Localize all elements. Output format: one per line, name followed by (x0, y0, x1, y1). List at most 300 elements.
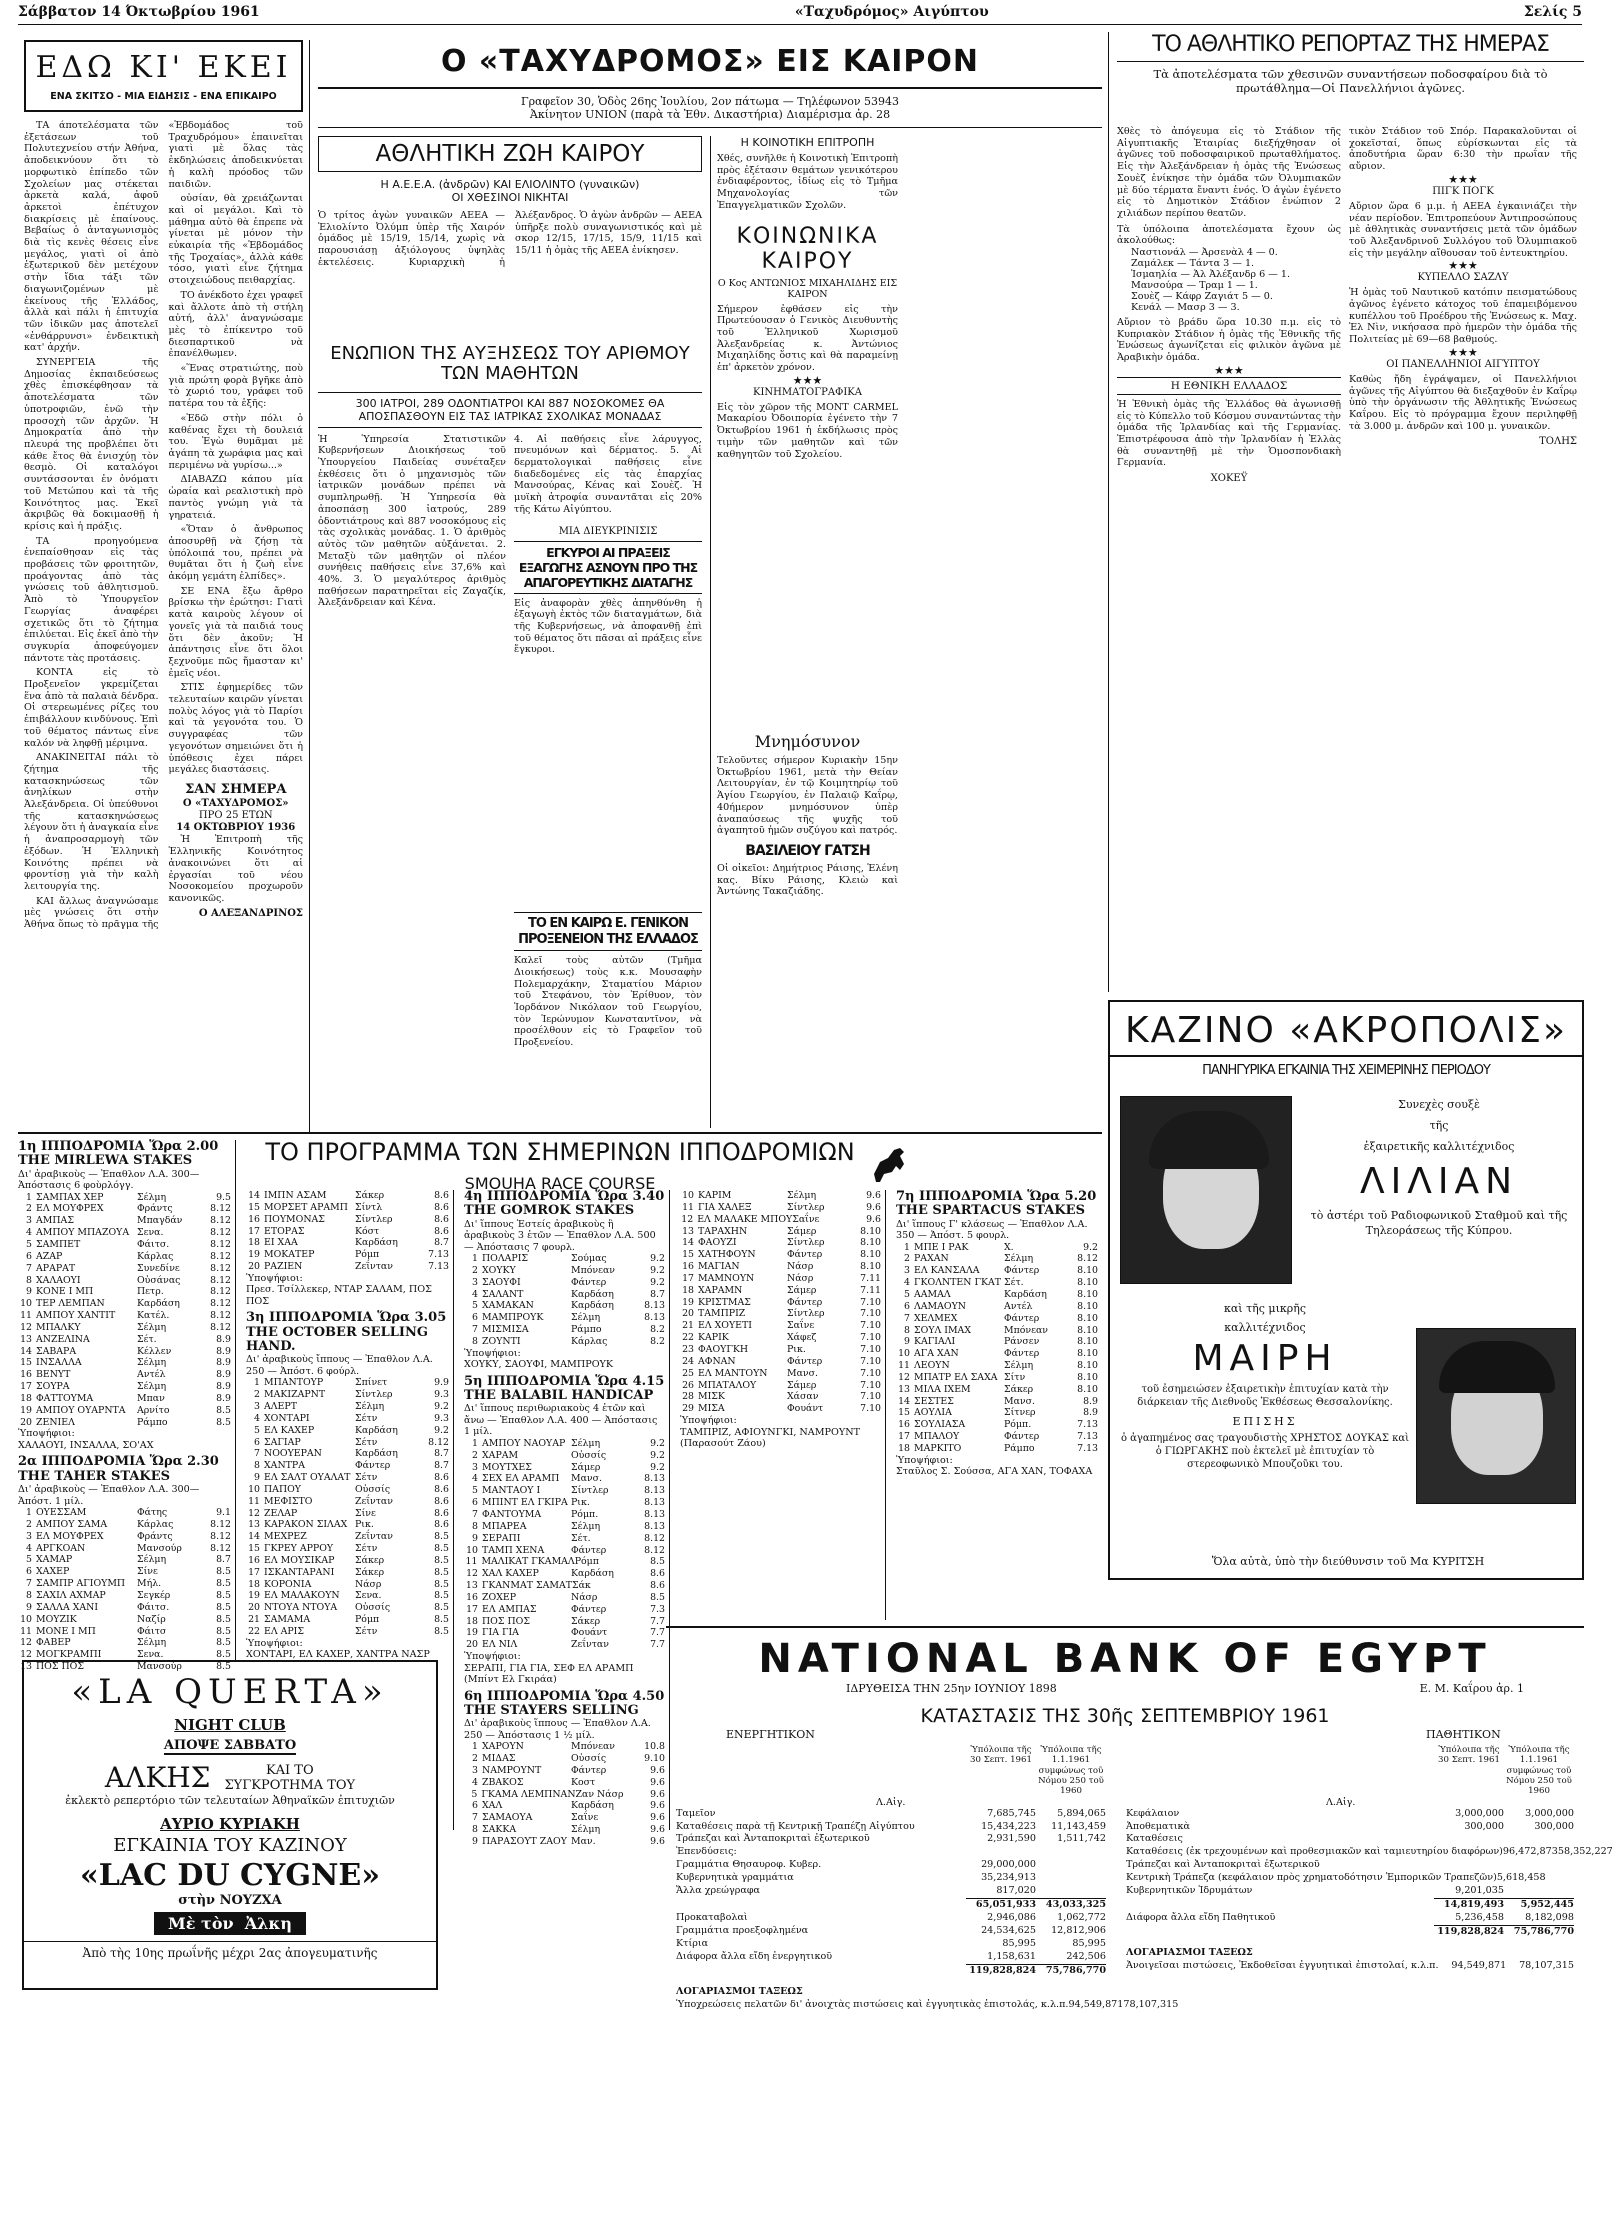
runner-row (464, 1324, 665, 1336)
runner-number: 19 (466, 1627, 478, 1639)
weight: 9.6 (650, 1824, 665, 1836)
national-text: Ἡ Ἐθνικὴ ὁμὰς τῆς Ἑλλάδος θὰ ἀγωνισθῇ εἰς τὸ Κύπελλο τοῦ Κόσμου συναντώντας τὴν ὁμάδα τῆς Ἰρλανδίας καὶ τῆς Γερμανίας. Ἐπιστρέφουσα ἀπὸ τὴν Ἰρλανδίαν ἡ Ἑλλὰς θὰ συναντηθῇ μὲ τὴν Ὁμοσπονδιακὴ Γερμανία. (1117, 398, 1341, 469)
la-querta-ad (22, 1660, 438, 1990)
race-conditions: Δι' ἵππους Γ' κλάσεως — Ἐπαθλον Λ.Α. 350 — Ἀπόστ. 5 φουρλ. (896, 1218, 1088, 1242)
bank-value-1961: 1,158,631 (987, 1950, 1036, 1962)
jockey-name: Μπαν (137, 1392, 165, 1404)
runner-row (464, 1765, 665, 1777)
weight: 8.5 (216, 1578, 231, 1590)
weight: 8.10 (860, 1249, 881, 1261)
weight: 8.5 (434, 1566, 449, 1578)
weight: 8.12 (210, 1203, 231, 1215)
weight: 8.6 (434, 1213, 449, 1225)
runner-row (246, 1626, 449, 1638)
runner-number: 13 (248, 1519, 260, 1531)
weight: 8.13 (644, 1520, 665, 1532)
jockey-name: Χ. (1004, 1241, 1014, 1253)
paragraph: «Ἐδῶ στὴν πόλι ὁ καθένας ἔχει τὴ δουλειά του. Ἐγὼ θυμᾶμαι μὲ ἀγάπη τὰ χωράφια μας καὶ περιμένω νὰ γυρίσω...» (168, 412, 303, 471)
horse-name: ΣΟΥΛ ΙΜΑΧ (914, 1324, 972, 1336)
cinema-text: Εἰς τὸν χῶρον τῆς MONT CARMEL Μακαρίου Ὀδοιπορία ἐγένετο τὴν 7 Ὀκτωβρίου 1961 ἡ ἐκδήλωσις πρὸς τιμὴν τῶν μαθητῶν καὶ τῶν καθηγητῶν τοῦ Σχολείου. (717, 401, 898, 460)
race-block (246, 1311, 449, 1660)
weight: 8.12 (210, 1238, 231, 1250)
runner-number: 13 (20, 1661, 32, 1673)
jockey-name: Κάρλας (137, 1518, 174, 1530)
jockey-name: Οὐσσίς (355, 1602, 391, 1614)
edo-ki-ekei-title: ΕΔΩ ΚΙ' ΕΚΕΙ (35, 50, 292, 85)
querta-artist: ΑΛΚΗΣ (104, 1761, 211, 1794)
runner-row (246, 1401, 449, 1413)
horse-name: ΧΑΛΑΟΥΙ (36, 1274, 81, 1286)
jockey-name: Φάντερ (571, 1764, 607, 1776)
weight: 8.5 (434, 1578, 449, 1590)
bank-value-1961: 119,828,824 (966, 1964, 1036, 1978)
weight: 9.2 (434, 1400, 449, 1412)
casino-line-1: Συνεχὲς σουξὲ (1398, 1098, 1480, 1111)
runner-number: 3 (472, 1461, 478, 1473)
jockey-name: Σάμερ (787, 1379, 817, 1391)
runner-number: 4 (254, 1412, 260, 1424)
jockey-name: Οὐσσίς (355, 1483, 391, 1495)
weight: 7.10 (860, 1355, 881, 1367)
jockey-name: Καρδάση (571, 1800, 614, 1812)
bank-row (1126, 1912, 1574, 1925)
weight: 7.3 (650, 1603, 665, 1615)
cup-text: Ἡ ὁμὰς τοῦ Ναυτικοῦ κατόπιν πεισματώδους ἀγῶνος ἐγένετο κάτοχος τοῦ ἐπαμειβόμενου κυπέλλου τοῦ Προέδρου τῆς Ἑνώσεως κ. Μαχ. Ἐλ Νὶν, νικήσασα πρὸ ἡμερῶν τὴν ὁμάδα τῆς Πολιτείας μὲ 69—68 βαθμούς. (1349, 287, 1577, 346)
jockey-name: Σίντλερ (355, 1213, 393, 1225)
weight: 8.5 (434, 1531, 449, 1543)
weight: 8.6 (650, 1580, 665, 1592)
cairo-sport-title: ΑΘΛΗΤΙΚΗ ΖΩΗ ΚΑΙΡΟΥ (318, 136, 702, 172)
runner-row (464, 1812, 665, 1824)
casino-photo-2 (1416, 1328, 1576, 1504)
horse-name: ΜΑΛΙΚΑΤ ΓΚΑΜΑΛ (481, 1556, 575, 1568)
consulate-title: ΤΟ ΕΝ ΚΑΙΡΩ Ε. ΓΕΝΙΚΟΝ ΠΡΟΞΕΝΕΙΟΝ ΤΗΣ ΕΛΛΑΔΟΣ (514, 912, 702, 951)
jockey-name: Ρόμπ (574, 1556, 599, 1568)
casino-star-1: ΛΙΛΙΑΝ (1359, 1161, 1519, 1202)
horse-name: ΜΟΚΑΤΕΡ (264, 1249, 315, 1261)
bank-row (676, 1846, 1106, 1859)
runner-number: 17 (466, 1603, 478, 1615)
edo-ki-ekei-header (24, 40, 303, 112)
runner-row (246, 1202, 449, 1214)
runner-row (246, 1425, 449, 1437)
runner-number: 7 (472, 1812, 478, 1824)
casino-also-text: ὁ ἀγαπημένος σας τραγουδιστὴς ΧΡΗΣΤΟΣ ΔΟΥΚΑΣ καὶ ὁ ΓΙΩΡΓΑΚΗΣ ποὺ ἐκτελεῖ μὲ ἐπιτυχίαν τὸ στερεοφωνικὸ Μπουζοῦκι του. (1120, 1433, 1410, 1470)
jockey-name: Φάντερ (787, 1355, 823, 1367)
jockey-name: Σέλμη (137, 1191, 167, 1203)
runner-row (18, 1566, 231, 1578)
runner-row (680, 1297, 881, 1309)
weight: 8.10 (1077, 1288, 1098, 1300)
runner-number: 18 (682, 1284, 694, 1296)
horse-name: ΧΑΛ (482, 1800, 503, 1812)
runner-row (18, 1602, 231, 1614)
jockey-name: Σίντλερ (787, 1237, 825, 1249)
runner-row (464, 1265, 665, 1277)
jockey-name: Νάσρ (787, 1261, 814, 1273)
race-block (464, 1375, 665, 1686)
runner-row (246, 1519, 449, 1531)
runner-row (18, 1614, 231, 1626)
runner-number: 11 (20, 1625, 32, 1637)
weight: 8.6 (434, 1190, 449, 1201)
bank-value-1961: 9,201,035 (1455, 1885, 1504, 1897)
jockey-name: Σάκερ (1004, 1383, 1034, 1395)
weight: 9.2 (650, 1264, 665, 1276)
runner-number: 5 (26, 1554, 32, 1566)
runner-number: 4 (472, 1288, 478, 1300)
race-title: 6η ΙΠΠΟΔΡΟΜΙΑ Ὥρα 4.50 THE STAYERS SELLING (464, 1688, 665, 1718)
jockey-name: Μπόνεαν (571, 1741, 615, 1753)
bank-item-label: Κυβερνητικὰ γραμμάτια (676, 1872, 794, 1884)
masthead-page: Σελίς 5 (1523, 4, 1582, 20)
runner-number: 5 (904, 1288, 910, 1300)
bank-statement: ΚΑΤΑΣΤΑΣΙΣ ΤΗΣ 30ῆς ΣΕΠΤΕΜΒΡΙΟΥ 1961 (920, 1705, 1330, 1727)
weight: 8.5 (216, 1613, 231, 1625)
jockey-name: Μήλ. (137, 1578, 162, 1590)
bank-item-label: Διάφορα ἄλλα εἴδη Παθητικοῦ (1126, 1912, 1276, 1924)
horse-name: ΣΟΥΡΑ (36, 1381, 70, 1393)
bank-row (676, 1872, 1106, 1885)
favourites-label: Ὑποψήφιοι: (680, 1415, 737, 1427)
runner-row (246, 1590, 449, 1602)
column-signature: Ο ΑΛΕΞΑΝΔΡΙΝΟΣ (198, 907, 303, 919)
runner-row (464, 1545, 665, 1557)
weight: 8.10 (1077, 1336, 1098, 1348)
bank-row (676, 1925, 1106, 1938)
bank-name: NATIONAL BANK OF EGYPT (758, 1636, 1492, 1682)
horse-name: ΤΕΡ ΛΕΜΠΑΝ (36, 1298, 105, 1310)
memorial-text: Τελοῦντες σήμερον Κυριακὴν 15ην Ὀκτωβρίου 1961, μετὰ τὴν Θείαν Λειτουργίαν, ἐν τῷ Κοιμητηρίῳ τοῦ Ἁγίου Γεωργίου, ἐν Παλαιῷ Καΐρῳ, 40ήμερον μνημόσυνον ὑπὲρ ἀναπαύσεως τῆς ψυχῆς τοῦ ἀγαπητοῦ ἡμῶν συζύγου καὶ πατρός. (717, 755, 898, 837)
runner-number: 5 (254, 1424, 260, 1436)
bank-value-1960: 75,786,770 (1036, 1964, 1106, 1978)
weight: 8.9 (216, 1381, 231, 1393)
weight: 8.7 (434, 1237, 449, 1249)
runner-row (464, 1497, 665, 1509)
horse-name: ΜΠΑΤΑΛΟΥ (698, 1379, 757, 1391)
weight: 9.6 (650, 1835, 665, 1847)
querta-venue: «LAC DU CYGNE» (79, 1858, 380, 1893)
weight: 8.7 (434, 1448, 449, 1460)
bank-item-label: Καταθέσεις (1126, 1833, 1183, 1845)
jockey-name: Κέλλεν (137, 1345, 172, 1357)
runner-number: 8 (26, 1274, 32, 1286)
jockey-name: Σούμας (571, 1253, 607, 1265)
jockey-name: Σέτ. (1004, 1277, 1024, 1289)
bank-row (676, 1808, 1106, 1821)
runner-number: 9 (26, 1601, 32, 1613)
cairo-section (318, 32, 1102, 1128)
horse-name: ΜΑΡΚΙΤΟ (914, 1442, 962, 1454)
runner-row (680, 1237, 881, 1249)
jockey-name: Σέλμη (355, 1400, 385, 1412)
runner-row (464, 1777, 665, 1789)
runner-number: 7 (904, 1312, 910, 1324)
jockey-name: Καρδάση (137, 1298, 180, 1310)
runner-row (18, 1334, 231, 1346)
runner-row (18, 1357, 231, 1369)
runner-row (464, 1639, 665, 1651)
race-course: SMOUHA RACE COURSE (464, 1174, 656, 1193)
weight: 8.10 (860, 1261, 881, 1273)
runner-number: 19 (248, 1249, 260, 1261)
bank-value-1960 (1504, 1885, 1574, 1898)
jockey-name: Σίντλερ (787, 1201, 825, 1213)
bank-value-1960 (1504, 1859, 1574, 1872)
runner-number: 15 (898, 1407, 910, 1419)
weight: 9.6 (650, 1812, 665, 1824)
horse-name: ΣΑΒΑΡΑ (36, 1345, 77, 1357)
runner-number: 16 (248, 1213, 260, 1225)
horse-name: ΣΟΥΛΙΑΣΑ (914, 1419, 966, 1431)
weight: 8.6 (434, 1225, 449, 1237)
bank-founded: ΙΔΡΥΘΕΙΣΑ ΤΗΝ 25ην ΙΟΥΝΙΟΥ 1898 (846, 1682, 1057, 1695)
runner-number: 15 (248, 1543, 260, 1555)
jockey-name: Ράνσεν (1004, 1336, 1040, 1348)
weight: 9.3 (434, 1412, 449, 1424)
runner-number: 17 (20, 1381, 32, 1393)
bank-value-1961: 94,549,871 (1451, 1959, 1507, 1971)
cairo-sport-sub2: ΟΙ ΧΘΕΣΙΝΟΙ ΝΙΚΗΤΑΙ (451, 191, 569, 204)
jockey-name: Σέλμη (137, 1357, 167, 1369)
runner-number: 11 (465, 1556, 478, 1568)
score-line: Μανσούρα — Τραμ 1 — 1. (1131, 280, 1258, 292)
bank-item-label: Τράπεζαι καὶ Ἀνταποκριταὶ ἐξωτερικοῦ (1126, 1859, 1320, 1871)
bank-value-1960: 1,511,742 (1057, 1833, 1106, 1845)
casino-line-3: ἐξαιρετικῆς καλλιτέχνιδος (1363, 1140, 1515, 1153)
weight: 7.13 (1077, 1442, 1098, 1454)
jockey-name: Σέτν (355, 1436, 378, 1448)
querta-group: ΣΥΓΚΡΟΤΗΜΑ ΤΟΥ (224, 1777, 356, 1793)
weight: 7.11 (860, 1284, 881, 1296)
horse-name: ΠΟΥΜΟΝΑΣ (264, 1213, 325, 1225)
jockey-name: Χάσαν (787, 1391, 819, 1403)
bank-value-1961 (966, 1846, 1036, 1859)
horse-name: ΑΜΠΟΥ ΣΑΜΑ (36, 1518, 108, 1530)
horse-name: ΜΟΥΖΙΚ (36, 1613, 77, 1625)
runner-row (18, 1637, 231, 1649)
runner-number: 3 (472, 1764, 478, 1776)
runner-row (464, 1336, 665, 1348)
weight: 8.5 (650, 1556, 665, 1568)
jockey-name: Σέλμη (571, 1520, 601, 1532)
jockey-name: Ζαν Νάσρ (575, 1788, 624, 1800)
runner-row (246, 1249, 449, 1261)
bank-row (1126, 1898, 1574, 1912)
masthead-paper: «Ταχυδρόμος» Αιγύπτου (794, 4, 989, 20)
weight: 9.1 (216, 1507, 231, 1519)
horse-name: ΜΑΚΙΖΑΡΝΤ (264, 1389, 326, 1401)
bank-row (1126, 1859, 1574, 1872)
jockey-name: Κάρλας (137, 1250, 174, 1262)
bank-item-label (1126, 1898, 1434, 1912)
casino-akropolis-ad (1108, 1000, 1584, 1580)
weight: 8.5 (216, 1589, 231, 1601)
runner-row (18, 1322, 231, 1334)
horse-name: ΖΕΛΑΡ (264, 1507, 298, 1519)
runner-number: 9 (254, 1472, 260, 1484)
assets-title: ΕΝΕΡΓΗΤΙΚΟΝ (726, 1728, 815, 1741)
bank-value-1961: 2,931,590 (987, 1833, 1036, 1845)
jockey-name: Φάντερ (787, 1296, 823, 1308)
race-conditions: Δι' ἀραβικοὺς ἴππους — Ἐπαθλον Λ.Α. 250 — Ἀπόστ. 6 φούρλ. (246, 1354, 433, 1377)
bank-row (676, 1898, 1106, 1912)
horse-name: ΜΙΛΑ ΙΧΕΜ (914, 1383, 971, 1395)
horse-name: ΜΑΜΠΡΟΥΚ (482, 1312, 544, 1324)
horse-name: ΧΑΤΗΦΟΥΝ (698, 1249, 756, 1261)
weight: 8.5 (216, 1661, 231, 1673)
social-title: ΚΟΙΝΩΝΙΚΑ ΚΑΙΡΟΥ (736, 223, 879, 274)
runner-number: 17 (248, 1566, 260, 1578)
runner-number: 1 (472, 1253, 478, 1265)
runner-number: 20 (248, 1261, 260, 1273)
casino-footer: Ὅλα αὐτὰ, ὑπὸ τὴν διεύθυνσιν τοῦ Μα ΚΥΡΙΤΣΗ (1211, 1555, 1485, 1568)
cairo-address-2: Ἀκίνητον UNION (παρὰ τὰ Ἐθν. Δικαστήρια) Διαμέρισμα ἀρ. 28 (318, 108, 1102, 128)
jockey-name: Σαΐνε (792, 1213, 820, 1225)
weight: 8.9 (216, 1357, 231, 1369)
bank-value-1960: 11,143,459 (1051, 1820, 1106, 1832)
horse-name: ΕΛ ΝΙΛ (482, 1639, 518, 1651)
cairo-sport-text: Ὁ τρίτος ἀγὼν γυναικῶν ΑΕΕΑ — Ἐλιολίντο Ὀλύμπ ὑπὲρ τῆς Χαιρόν ὁμάδος μὲ 15/19, 15/14, χωρὶς νὰ παρουσιάσῃ ἀξιόλογους ὑψηλὰς ἐκτελέσεις. Κυριαρχικὴ ἡ Ἀλέξανδρος. Ὁ ἀγὼν ἀνδρῶν — ΑΕΕΑ ὑπῆρξε πολὺ συναγωνιστικός καὶ μὲ σκορ 12/15, 17/15, 15/9, 11/15 καὶ 15/11 ἡ ὁμὰς τῆς ΑΕΕΑ ἐνίκησεν. (318, 210, 702, 268)
race-block (18, 1455, 231, 1672)
horse-name: ΣΕΧ ΕΛ ΑΡΑΜΠ (482, 1473, 560, 1485)
weight: 7.13 (1077, 1431, 1098, 1443)
pupils-sub: 300 ΙΑΤΡΟΙ, 289 ΟΔΟΝΤΙΑΤΡΟΙ ΚΑΙ 887 ΝΟΣΟΚΟΜΕΣ ΘΑ ΑΠΟΣΠΑΣΘΟΥΝ ΕΙΣ ΤΑΣ ΙΑΤΡΙΚΑΣ ΣΧΟΛΙΚΑΣ ΜΟΝΑΔΑΣ (318, 392, 702, 428)
bank-value-1960: 78,107,315 (1123, 1998, 1179, 2010)
runner-number: 1 (254, 1377, 260, 1389)
race-title: 5η ΙΠΠΟΔΡΟΜΙΑ Ὥρα 4.15 THE BALABIL HANDICAP (464, 1373, 665, 1404)
runner-row (246, 1413, 449, 1425)
weight: 8.10 (1077, 1265, 1098, 1277)
horse-name: ΧΟΝΤΑΡΙ (264, 1412, 310, 1424)
horse-name: ΦΑΤΤΟΥΜΑ (36, 1392, 94, 1404)
runner-row (680, 1356, 881, 1368)
horse-name: ΧΑΡΟΥΝ (482, 1741, 524, 1753)
paragraph: ΣΤΙΣ ἐφημερίδες τῶν τελευταίων καιρῶν γίνεται πολὺς λόγος γιὰ τὸ Παρίσι καὶ τὰ γεγονότα του. Ὁ συγγραφέας τῶν γεγονότων σημειώνει ὅτι ἡ ὑπόθεσις ἐχει πάρει μεγάλες διαστάσεις. (168, 682, 303, 776)
runner-row (246, 1543, 449, 1555)
bank-row (676, 1964, 1106, 1978)
runner-number: 15 (20, 1357, 32, 1369)
bank-item-label: Διάφορα ἄλλα εἴδη ἐνεργητικοῦ (676, 1950, 833, 1962)
horse-name: ΙΜΠΝ ΑΣΑΜ (264, 1190, 327, 1201)
weight: 8.13 (644, 1312, 665, 1324)
runner-row (896, 1443, 1098, 1455)
weight: 8.12 (1077, 1253, 1098, 1265)
jockey-name: Οὐσσίς (571, 1449, 607, 1461)
cairo-community-column (710, 136, 898, 736)
weight: 8.12 (644, 1544, 665, 1556)
runner-row (246, 1602, 449, 1614)
consulate-text: Καλεῖ τοὺς αὐτῶν (Τμῆμα Διοικήσεως) τοὺς κ.κ. Μουσαφὴν Πολεμαρχάκην, Σταματίου Μάριον τοῦ Στεφάνου, τὸν Ἐρίθυον, τὸν Ἰορδάνον Νικόλαον τοῦ Γεωργίου, τὸν Ἱερώνυμον Κωνσταντῖνον, νὰ προσέλθουν εἰς τὸ Γραφεῖον τοῦ Προξενείου. (514, 955, 702, 1049)
horse-name: ΜΙΣΑ (698, 1403, 725, 1415)
weight: 9.2 (1083, 1241, 1098, 1253)
weight: 8.12 (210, 1321, 231, 1333)
separator-stars: ★★★ (1214, 363, 1244, 377)
horse-name: ΝΑΜΡΟΥΝΤ (482, 1764, 542, 1776)
jockey-name: Σέτ. (137, 1333, 157, 1345)
runner-number: 12 (681, 1213, 694, 1225)
horse-name: ΑΡΓΚΟΑΝ (36, 1542, 86, 1554)
jockey-name: Σίνε (137, 1566, 158, 1578)
weight: 8.5 (216, 1416, 231, 1428)
horse-name: ΙΝΣΑΛΛΑ (36, 1357, 82, 1369)
bank-item-label: Κυβερνητικῶν Ἱδρυμάτων (1126, 1885, 1253, 1897)
runner-row (464, 1485, 665, 1497)
runner-row (464, 1580, 665, 1592)
horse-name: ΜΑΝΤΑΟΥ Ι (482, 1485, 541, 1497)
bank-item-label (676, 1964, 966, 1978)
race-block (246, 1190, 449, 1307)
race-column-4 (676, 1190, 886, 1620)
runner-number: 17 (898, 1431, 910, 1443)
bank-value-1960: 85,995 (1072, 1937, 1106, 1949)
horse-name: ΣΕΣΤΕΣ (914, 1395, 954, 1407)
horse-name: ΦΑΟΥΓΚΗ (698, 1343, 749, 1355)
weight: 8.10 (1077, 1383, 1098, 1395)
weight: 8.6 (434, 1519, 449, 1531)
runner-number: 25 (682, 1367, 694, 1379)
runner-row (464, 1800, 665, 1812)
runner-number: 10 (682, 1190, 694, 1201)
runner-number: 22 (248, 1626, 260, 1638)
runner-number: 5 (471, 1788, 478, 1800)
bank-item-label: Καταθέσεις παρὰ τῇ Κεντρικῇ Τραπέζῃ Αἰγύπτου (676, 1820, 915, 1832)
runner-row (464, 1824, 665, 1836)
runner-row (464, 1473, 665, 1485)
score-line: Ναστιονάλ — Ἀρσενὰλ 4 — 0. (1131, 247, 1278, 259)
bank-row (676, 1821, 1106, 1834)
horse-name: ΕΛ ΧΟΥΕΤΙ (698, 1320, 752, 1332)
runner-number: 5 (472, 1300, 478, 1312)
weight: 8.5 (216, 1404, 231, 1416)
runner-number: 20 (682, 1308, 694, 1320)
jockey-name: Ρικ. (787, 1343, 806, 1355)
score-line: Σουὲζ — Κάφρ Ζαγιάτ 5 — 0. (1131, 291, 1273, 303)
weight: 8.6 (434, 1483, 449, 1495)
bank-row (1126, 1872, 1574, 1885)
cairo-address-1: Γραφεῖον 30, Ὁδὸς 26ης Ἰουλίου, 2ον πάτωμα — Τηλέφωνον 53943 (520, 95, 900, 108)
jockey-name: Σέλμη (137, 1381, 167, 1393)
weight: 8.13 (644, 1485, 665, 1497)
weight: 8.12 (210, 1274, 231, 1286)
jockey-name: Καρδάση (571, 1300, 614, 1312)
weight: 8.6 (434, 1507, 449, 1519)
horse-name: ΕΤΟΡΑΣ (264, 1225, 305, 1237)
bank-item-label: Ταμεῖον (676, 1807, 716, 1819)
horse-name: ΕΛ ΜΑΝΤΟΥΝ (698, 1367, 768, 1379)
weight: 7.10 (860, 1308, 881, 1320)
runner-number: 1 (472, 1741, 478, 1753)
jockey-name: Σίντλερ (787, 1308, 825, 1320)
bank-row (676, 1986, 1106, 1999)
runner-number: 2 (26, 1518, 32, 1530)
weight: 9.2 (650, 1276, 665, 1288)
bank-liabilities (1126, 1728, 1613, 2068)
horse-name: ΣΑΧΙΛ ΑΧΜΑΡ (36, 1589, 106, 1601)
weight: 8.12 (210, 1250, 231, 1262)
runner-row (680, 1249, 881, 1261)
bank-row (1126, 1947, 1574, 1960)
jockey-name: Μπαγδάν (137, 1215, 183, 1227)
weight: 8.5 (216, 1649, 231, 1661)
weight: 8.9 (1083, 1407, 1098, 1419)
weight: 9.9 (434, 1377, 449, 1389)
horse-name: ΚΑΡΙΜ (698, 1190, 732, 1201)
assets-col-head-1: Ὑπόλοιπα τῆς 30 Σεπτ. 1961 (970, 1745, 1032, 1766)
paragraph: ΣΕ ΕΝΑ ἔξω ἄρθρο βρίσκω τὴν ἐρώτησι: Γιατὶ κατὰ καιροὺς λέγουν οἱ γονεῖς γιὰ τὰ παιδιά τους ὅτι δὲν ἀκοῦν; Ἡ ἀπάντησις εἶνε ὅτι ὅλοι ξεχνοῦμε πῶς ἤμασταν κι' ἐμεῖς νέοι. (168, 585, 303, 679)
jockey-name: Σίντλερ (355, 1389, 393, 1401)
horse-name: ΜΠΕ Ι ΡΑΚ (914, 1241, 969, 1253)
